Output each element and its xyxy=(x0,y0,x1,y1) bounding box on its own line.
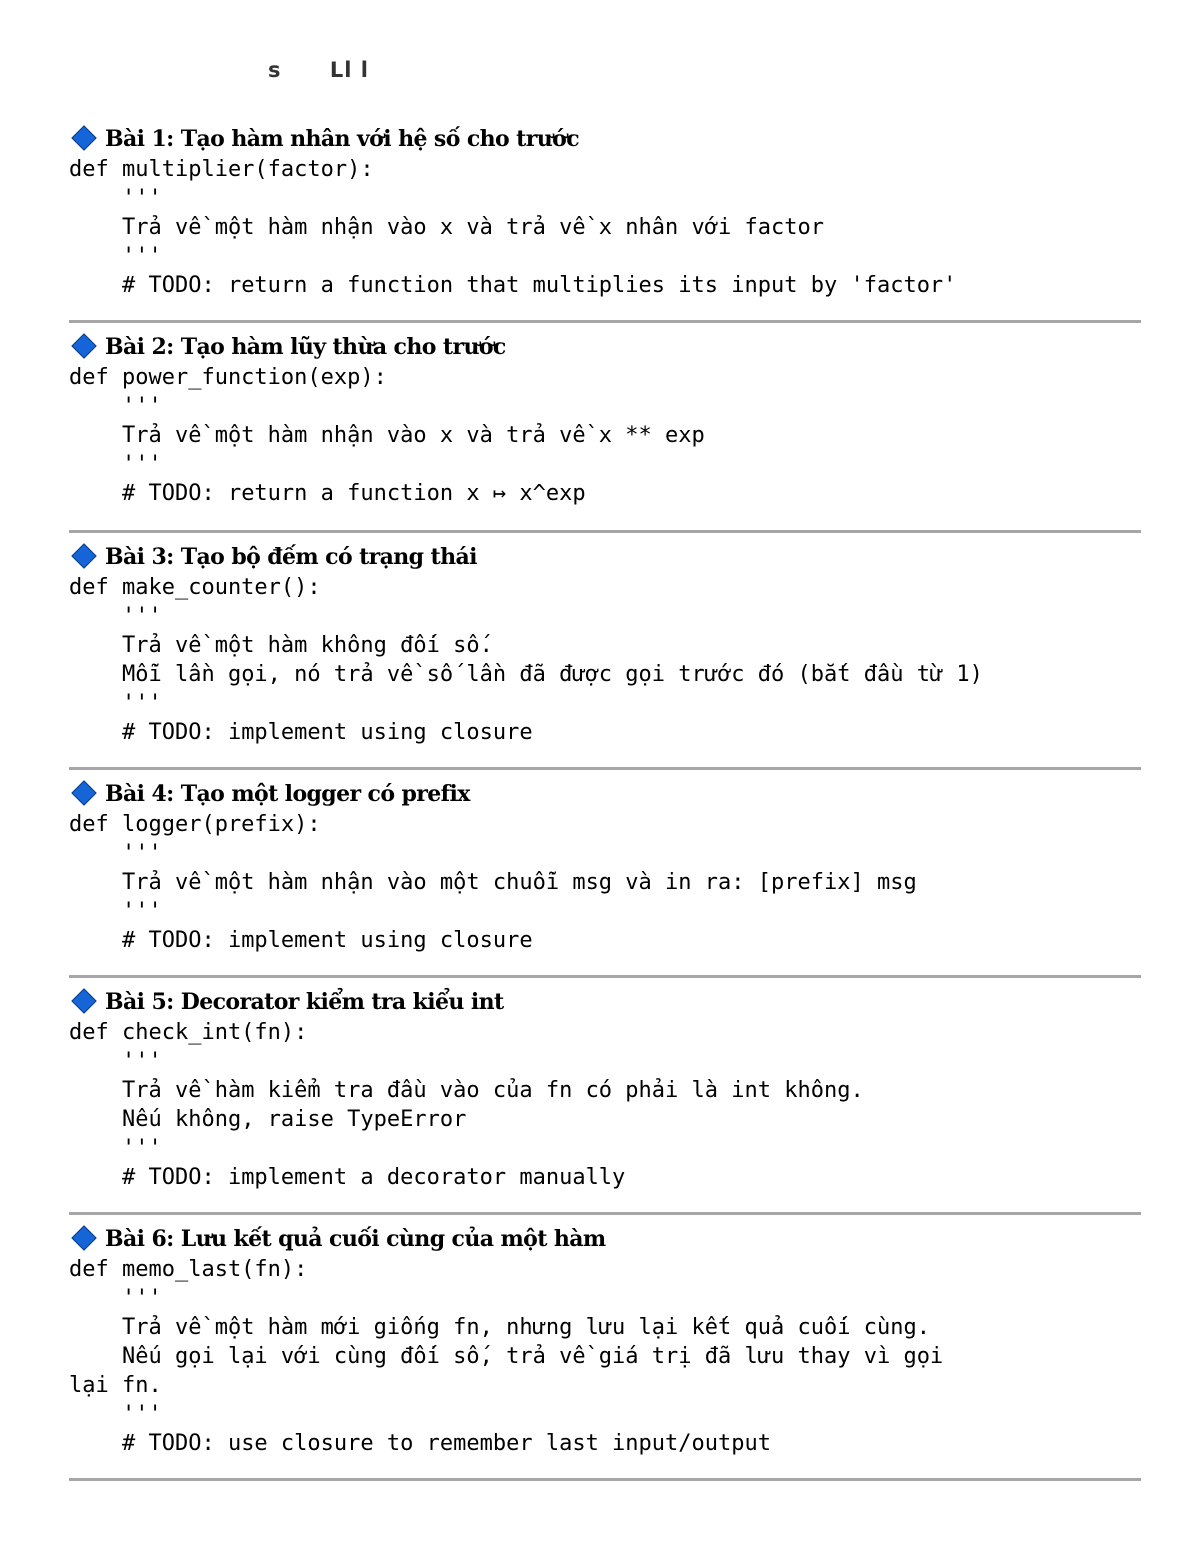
section-divider xyxy=(69,1212,1141,1215)
code-block: def make_counter(): ''' Trả về một hàm không đối số. Mỗi lần gọi, nó trả về số lần đã được gọi trước đó (bắt đầu từ 1) ''' # TODO: implement using closure xyxy=(69,575,983,745)
exercise-2 xyxy=(69,332,1141,533)
exercise-title: Bài 4: Tạo một logger có prefix xyxy=(105,781,470,807)
exercise-title: Bài 5: Decorator kiểm tra kiểu int xyxy=(105,989,504,1015)
section-divider xyxy=(69,320,1141,323)
diamond-bullet-icon xyxy=(71,125,96,150)
exercise-heading xyxy=(69,987,1141,1018)
code-block: def memo_last(fn): ''' Trả về một hàm mới giống fn, nhưng lưu lại kết quả cuối cùng. Nếu gọi lại với cùng đối số, trả về giá trị đã lưu thay vì gọi lại fn. ''' # TODO: use closure to remember last input/output xyxy=(69,1257,944,1456)
exercise-title: Bài 6: Lưu kết quả cuối cùng của một hàm xyxy=(105,1226,606,1252)
exercise-4 xyxy=(69,779,1141,978)
exercise-list xyxy=(69,124,1141,1490)
exercise-1 xyxy=(69,124,1141,323)
exercise-6 xyxy=(69,1224,1141,1481)
exercise-5 xyxy=(69,987,1141,1215)
exercise-heading xyxy=(69,124,1141,155)
exercise-heading xyxy=(69,1224,1141,1255)
diamond-bullet-icon xyxy=(71,333,96,358)
code-block: def check_int(fn): ''' Trả về hàm kiểm tra đầu vào của fn có phải là int không. Nếu không, raise TypeError ''' # TODO: implement a decorator manually xyxy=(69,1020,864,1190)
exercise-heading xyxy=(69,542,1141,573)
code-block: def power_function(exp): ''' Trả về một hàm nhận vào x và trả về x ** exp ''' # TODO: return a function x ↦ x^exp xyxy=(69,365,705,506)
page-header-left: s xyxy=(268,58,282,82)
exercise-title: Bài 1: Tạo hàm nhân với hệ số cho trước xyxy=(105,126,579,152)
exercise-heading xyxy=(69,779,1141,810)
diamond-bullet-icon xyxy=(71,988,96,1013)
exercise-title: Bài 2: Tạo hàm lũy thừa cho trước xyxy=(105,334,506,360)
diamond-bullet-icon xyxy=(71,1225,96,1250)
code-block: def multiplier(factor): ''' Trả về một hàm nhận vào x và trả về x nhân với factor ''' # TODO: return a function that multiplies its input by 'factor' xyxy=(69,157,957,298)
exercise-3 xyxy=(69,542,1141,770)
code-block: def logger(prefix): ''' Trả về một hàm nhận vào một chuỗi msg và in ra: [prefix] msg ''' # TODO: implement using closure xyxy=(69,812,917,953)
exercise-title: Bài 3: Tạo bộ đếm có trạng thái xyxy=(105,544,477,570)
page-header-right: Ll l xyxy=(329,58,369,82)
section-divider xyxy=(69,530,1141,533)
diamond-bullet-icon xyxy=(71,780,96,805)
diamond-bullet-icon xyxy=(71,543,96,568)
page-header xyxy=(268,58,369,82)
section-divider xyxy=(69,767,1141,770)
exercise-heading xyxy=(69,332,1141,363)
section-divider xyxy=(69,1478,1141,1481)
section-divider xyxy=(69,975,1141,978)
